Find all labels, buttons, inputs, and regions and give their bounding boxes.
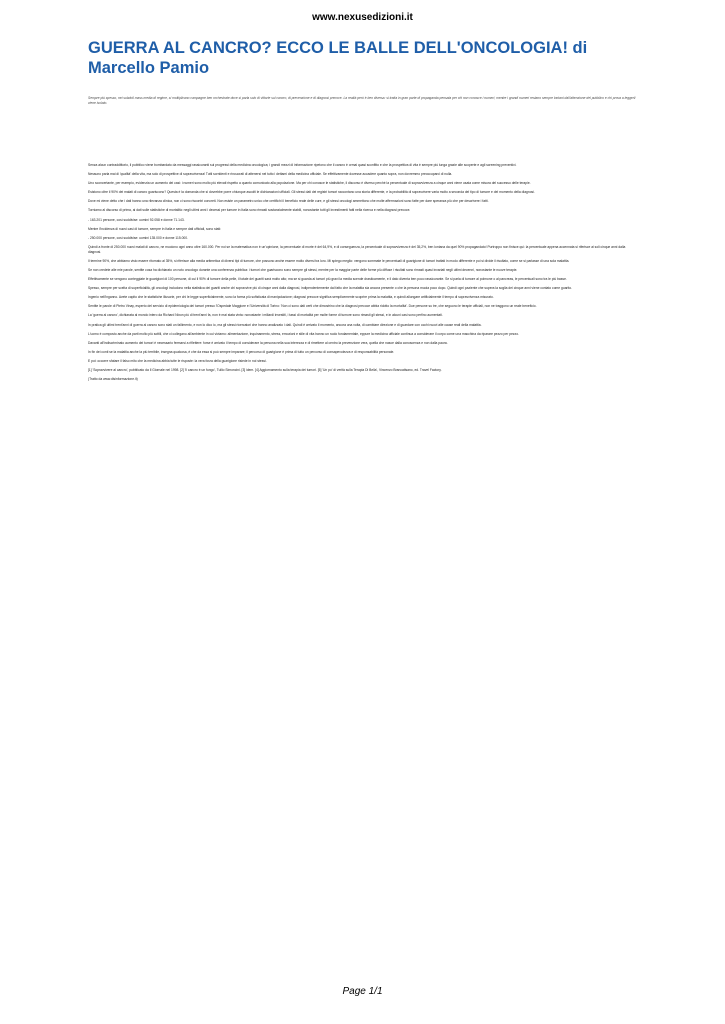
article-paragraph: [1] 'Sopravvivere al cancro', pubblicato da Il Giornale nel 1998. [2] 'Il cancro è un fungo', Tullio Simoncini. [3] idem. [4] Aggiornamento sulla terapia dei tumori. [5] 'Un po' di verità sulla Terapia Di Bella', Vincenzo Brancatisano, ed. Travel Factory. [88,367,442,372]
article-paragraph: Davanti all'indiscriminato aumento dei tumori è necessario fermarsi a riflettere: forse è arrivato il tempo di considerare la persona nella sua interezza e di rimettere al centro la prevenzione vera, quella che nasce dalla conoscenza e non dalla paura. [88,340,448,345]
article-title: GUERRA AL CANCRO? ECCO LE BALLE DELL'ONCOLOGIA! di Marcello Pamio [88,39,588,77]
article-paragraph: Quindi a fronte di 250.000 nuovi malati di cancro, ne muoiono ogni anno oltre 160.000. Per noi se la matematica non è un'opinione, la percentuale di morte è del 64,9%, e di conseguenza, la percentuale di sopravvivenza è del 35,2%, ben lontana da quel 90% propagandato! Purtroppo non finisce qui: la percentuale appena accennata si riferisce ai soli cinque anni dalla diagnosi. [88,244,626,254]
article-paragraph: (Tratto da www.disinformazione.it) [88,377,138,382]
article-paragraph: Esistono oltre il 90% dei malati di cancro guariscono? Questa è la domanda che si dovrebbe porre chiunque ascolti le dichiarazioni ufficiali. Gli stessi dati dei registri tumori raccontano una storia differente, e la probabilità di sopravvivere varia molto a seconda del tipo di tumore e del momento della diagnosi. [88,190,535,195]
article-body [88,163,636,386]
article-paragraph: In fin dei conti se la malattia anche la più terribile, insegna qualcosa, è che da essa si può sempre imparare; il percorso di guarigione è prima di tutto un percorso di consapevolezza e di responsabilità personale. [88,349,395,354]
page-number: Page 1/1 [342,986,383,997]
article-paragraph: Il termine 90%, che abbiamo visto essere ritornato al 35%, si riferisce alla media aritmetica di diversi tipi di tumore, che possono anche essere molto diversi tra loro. Mi spiego meglio: vengono sommate le percentuali di guarigione di tumori trattati in modo differente e poi si divide il risultato, come se si parlasse di una sola malattia. [88,258,570,263]
article-paragraph: La 'guerra al cancro', dichiarata al mondo intero da Richard Nixon più di trent'anni fa, non è mai stata vinta: nonostante i miliardi investiti, i tassi di mortalità per molte forme di tumore sono rimasti gli stessi, e in alcuni casi sono perfino aumentati. [88,313,443,318]
article-paragraph: Senza alcun contraddittorio, il pubblico viene bombardato da messaggi rassicuranti sui progressi della medicina oncologica; i grandi mezzi di informazione ripetono che il cancro è ormai quasi sconfitto e che la prospettiva di vita è sempre più lunga grazie alle scoperte e agli screening preventivi. [88,163,517,167]
site-header[interactable]: www.nexusedizioni.it [312,12,413,23]
article-paragraph: In pratica gli ultimi trent'anni di guerra al cancro sono stati un fallimento, e non lo dico io, ma gli stessi ricercatori che hanno analizzato i dati. Quindi è arrivato il momento, ancora una volta, di cambiare direzione e di guardare con occhi nuovi alle cause reali della malattia. [88,322,482,327]
article-paragraph: Ingenio nell'inganno. Avete capito che le statistiche illusorie, per chi le legge superficialmente, sono la forma più sofisticata di manipolazione; diagnosi precoce significa semplicemente scoprire prima la malattia, e quindi allungare artificialmente il tempo di sopravvivenza misurato. [88,295,494,300]
article-paragraph: L'uomo è composto anche da parti molto più sottili, che ci collegano all'ambiente in cui viviamo: alimentazione, inquinamento, stress, emozioni e stile di vita hanno un ruolo fondamentale, eppure la medicina ufficiale continua a considerare il corpo come una macchina da riparare pezzo per pezzo. [88,331,519,336]
article-intro: Sempre più spesso, nei subdoli mass media di regime, si moltiplicano campagne ben orchestrate dove si parla solo di vittorie sul cancro, di prevenzione e di diagnosi precoce. La realtà però è ben diversa: si tratta in gran parte di propaganda pensata per chi non conosce i numeri, mentre i grandi numeri restano sempre lontani dall'attenzione del pubblico e chi prova a leggerli viene isolato. [88,96,636,106]
article-paragraph: E poi: occorre sfatare il falso mito che la medicina abbia tutte le risposte: la vera forza della guarigione risiede in noi stessi. [88,358,267,363]
article-paragraph: Uno sconcertante, per esempio, evidenzia un aumento dei casi: i numeri sono molto più elevati rispetto a quanto comunicato alla popolazione. Ma per chi conosce le statistiche, il discorso è diverso perché la percentuale di sopravvivenza a cinque anni viene usata come misura del successo delle terapie. [88,181,531,186]
article-paragraph: Effettivamente se vengono conteggiate le guarigioni di 100 persone, di cui il 90% di tumore della pelle, il totale dei guariti sarà molto alto; ma se si guarda ai tumori più gravi la media scende drasticamente, e il dato diventa ben poco rassicurante. Se si parla di tumore al polmone o al pancreas, le percentuali sono tra le più basse. [88,277,567,282]
article-paragraph: - 163.201 persone, così suddivise: uomini 92.058 e donne 71.143. [88,217,185,222]
article-paragraph: Dove mi viene detto che i dati hanno una rilevanza clinica, non ci sono riscontri concreti. Non esiste un parametro unico che certifichi il beneficio reale delle cure, e gli stessi oncologi ammettono che molte affermazioni sono fatte per dare speranza più che per descrivere i fatti. [88,199,489,204]
article-paragraph: Se non credete alle mie parole, sentite cosa ha dichiarato un noto oncologo durante una conferenza pubblica: i tumori che guariscono sono sempre gli stessi, mentre per la maggior parte delle forme più diffuse i risultati sono rimasti quasi invariati negli ultimi decenni, nonostante le nuove terapie. [88,267,518,272]
article-paragraph: Mentre l'incidenza di nuovi casi di tumore, sempre in Italia e sempre dati ufficiali, sono stati: [88,226,222,231]
article-paragraph: Nessuno parla mai di 'qualità' della vita, ma solo di prospettive di sopravvivenza! Tutti sorridenti e rincuorati di attenersi nel tutto i dettami della medicina ufficiale. Se effettivamente dovesse accadere quanto sopra, non dovremmo preoccuparci di nulla. [88,172,453,177]
article-paragraph: Torniamo al discorso di prima, ai dati sulle statistiche di mortalità: negli ultimi anni i decessi per tumore in Italia sono rimasti sostanzialmente stabili, nonostante tutti gli investimenti fatti nella ricerca e nella diagnosi precoce. [88,208,411,213]
article-paragraph: Spesso, sempre per scelta di superficialità, gli oncologi includono nella statistica dei guariti anche chi sopravvive più di cinque anni dalla diagnosi, indipendentemente dal fatto che la malattia sia ancora presente o che la persona muoia poco dopo. Quindi ogni paziente che supera la soglia dei cinque anni viene contato come guarito. [88,286,573,291]
article-paragraph: - 250.000 persone, così suddivise: uomini 135.000 e donne 115.000. [88,235,189,240]
article-paragraph: Sentite le parole di Pietro Vinay, esperto del servizio di epidemiologia dei tumori presso l'Ospedale Maggiore e l'Università di Torino: 'Non ci sono dati certi che dimostrino che la diagnosi precoce abbia ridotto la mortalità'. Due persone su tre, che seguono le terapie ufficiali, non ne traggono un reale beneficio. [88,304,537,309]
